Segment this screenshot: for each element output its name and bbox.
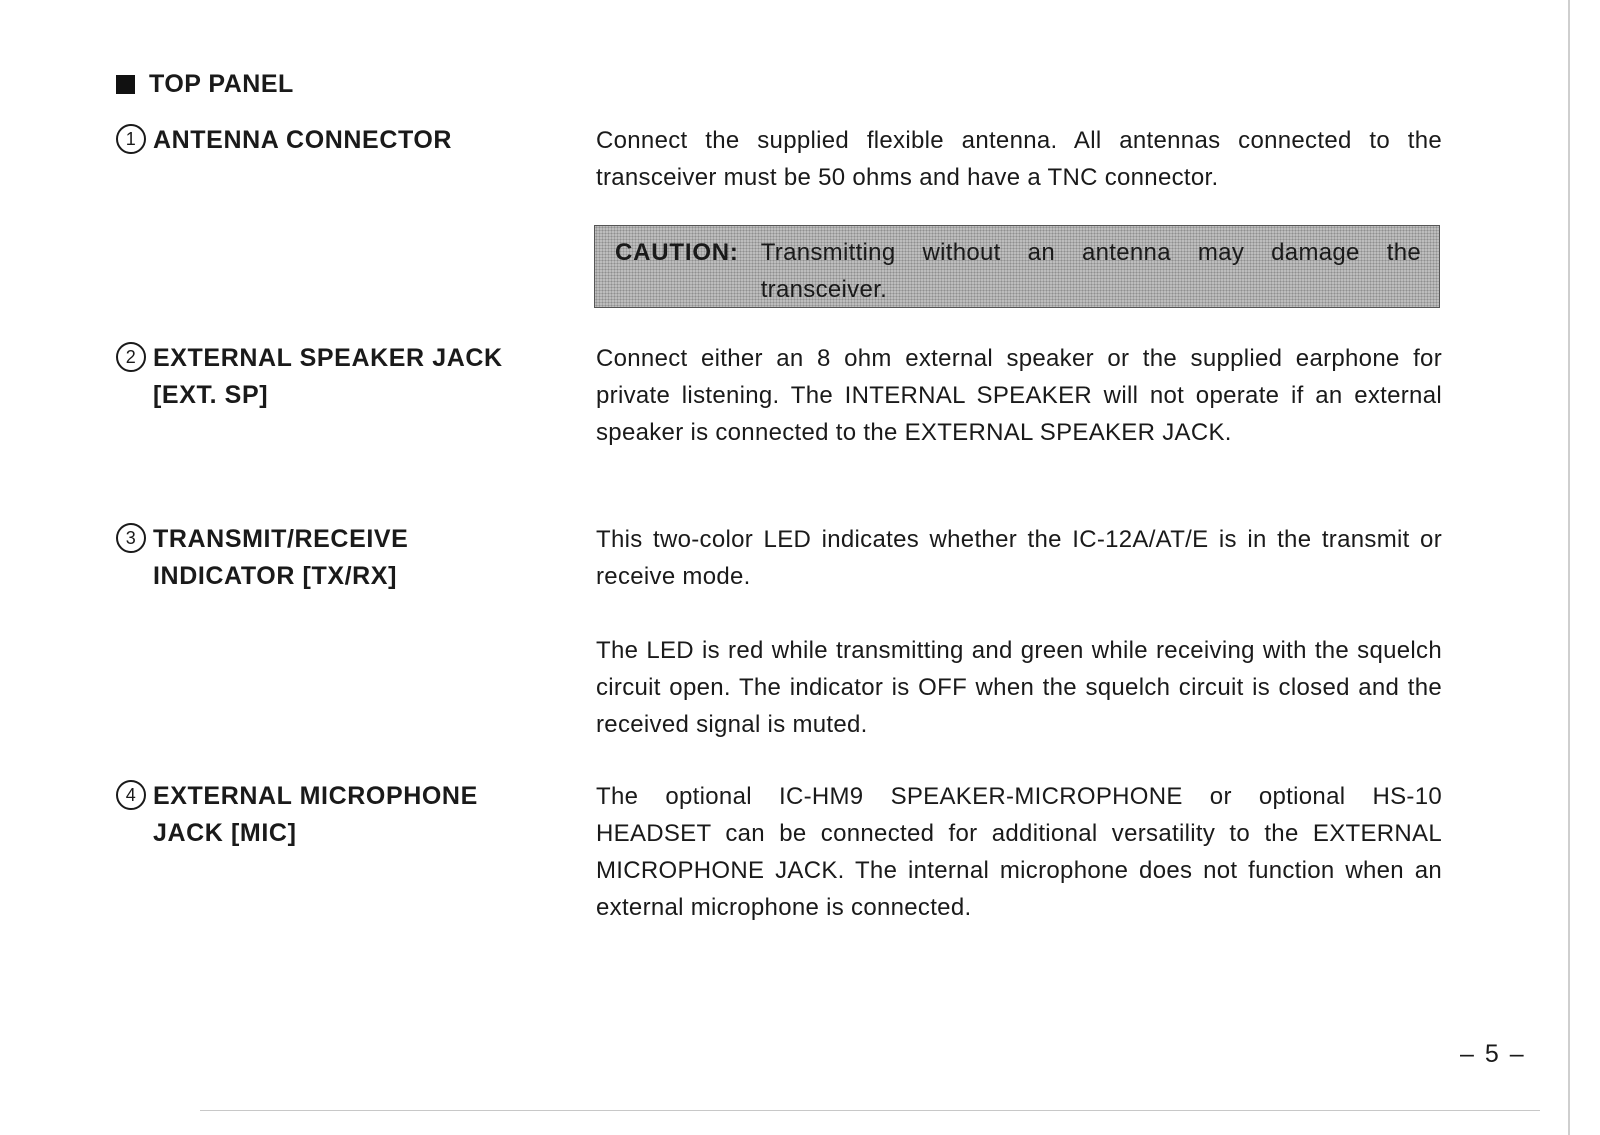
number-circle-icon: 4: [116, 780, 146, 810]
item-label-line: EXTERNAL SPEAKER JACK: [153, 344, 503, 372]
item-description-transmit-receive-indicator: This two-color LED indicates whether the IC-12A/AT/E is in the transmit or receive mode.: [596, 526, 1442, 590]
item-description-led-behavior: The LED is red while transmitting and green while receiving with the squelch circuit open. The indicator is OFF when the squelch circuit is closed and the received signal is muted.: [596, 637, 1442, 738]
caution-text: Transmitting without an antenna may damage the transceiver.: [760, 239, 1421, 303]
caution-label: CAUTION:: [615, 239, 739, 266]
section-heading: [116, 70, 294, 99]
item-label-line: INDICATOR [TX/RX]: [153, 562, 397, 590]
caution-box: [594, 225, 1440, 308]
item-label-external-microphone-jack: [116, 778, 478, 852]
item-label-external-speaker-jack: [116, 340, 503, 414]
number-circle-icon: 1: [116, 124, 146, 154]
filled-square-icon: [116, 75, 135, 94]
item-label-antenna-connector: [116, 122, 452, 159]
page-edge: [1568, 0, 1570, 1135]
item-label-line: ANTENNA CONNECTOR: [153, 126, 453, 154]
item-label-line: JACK [MIC]: [153, 819, 297, 847]
page-number: – 5 –: [1460, 1040, 1526, 1068]
item-description-external-speaker-jack: Connect either an 8 ohm external speaker or the supplied earphone for private listening. The INTERNAL SPEAKER will not operate if an external speaker is connected to the EXTERNAL SPEAKER JACK.: [596, 345, 1442, 446]
item-label-line: [EXT. SP]: [153, 381, 269, 409]
item-label-line: TRANSMIT/RECEIVE: [153, 525, 409, 553]
number-circle-icon: 3: [116, 523, 146, 553]
item-label-line: EXTERNAL MICROPHONE: [153, 782, 478, 810]
number-circle-icon: 2: [116, 342, 146, 372]
item-description-antenna-connector: Connect the supplied flexible antenna. All antennas connected to the transceiver must be 50 ohms and have a TNC connector.: [596, 127, 1442, 191]
item-label-transmit-receive-indicator: [116, 521, 408, 595]
footer-rule: [200, 1110, 1540, 1111]
item-description-external-microphone-jack: The optional IC-HM9 SPEAKER-MICROPHONE or optional HS-10 HEADSET can be connected for additional versatility to the EXTERNAL MICROPHONE JACK. The internal microphone does not function when an external microphone is connected.: [596, 783, 1442, 921]
section-title: TOP PANEL: [149, 70, 294, 98]
